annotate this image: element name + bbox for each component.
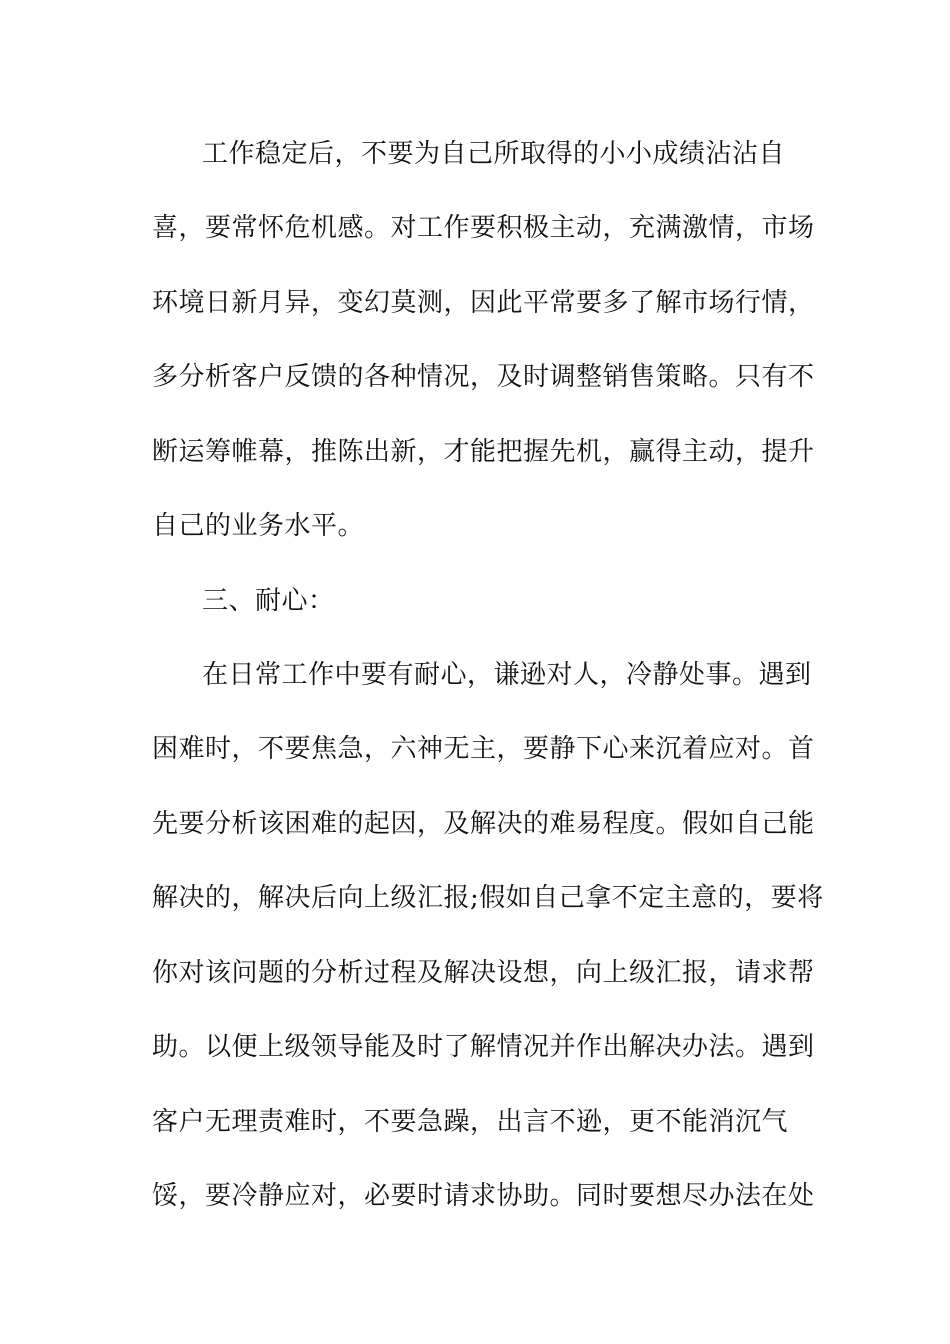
paragraph-line: 多分析客户反馈的各种情况，及时调整销售策略。只有不 [152,362,815,392]
paragraph-line: 先要分析该困难的起因，及解决的难易程度。假如自己能 [152,809,815,839]
paragraph-line: 工作稳定后，不要为自己所取得的小小成绩沾沾自 [202,139,786,169]
paragraph-line: 喜，要常怀危机感。对工作要积极主动，充满激情，市场 [152,213,815,243]
paragraph-line: 困难时，不要焦急，六神无主，要静下心来沉着应对。首 [152,734,815,764]
paragraph-line: 助。以便上级领导能及时了解情况并作出解决办法。遇到 [152,1032,815,1062]
paragraph-line: 馁，要冷静应对，必要时请求协助。同时要想尽办法在处 [152,1181,815,1211]
paragraph-line: 自己的业务水平。 [152,511,365,541]
paragraph-line: 环境日新月异，变幻莫测，因此平常要多了解市场行情， [152,288,815,318]
section-heading: 三、耐心： [202,586,335,616]
paragraph-line: 在日常工作中要有耐心，谦逊对人，冷静处事。遇到 [202,660,812,690]
paragraph-line: 断运筹帷幕，推陈出新，才能把握先机，赢得主动，提升 [152,437,815,467]
paragraph-line: 客户无理责难时，不要急躁，出言不逊，更不能消沉气 [152,1107,789,1137]
paragraph-line: 你对该问题的分析过程及解决设想，向上级汇报，请求帮 [152,958,815,988]
paragraph-line: 解决的，解决后向上级汇报;假如自己拿不定主意的，要将 [152,883,824,913]
